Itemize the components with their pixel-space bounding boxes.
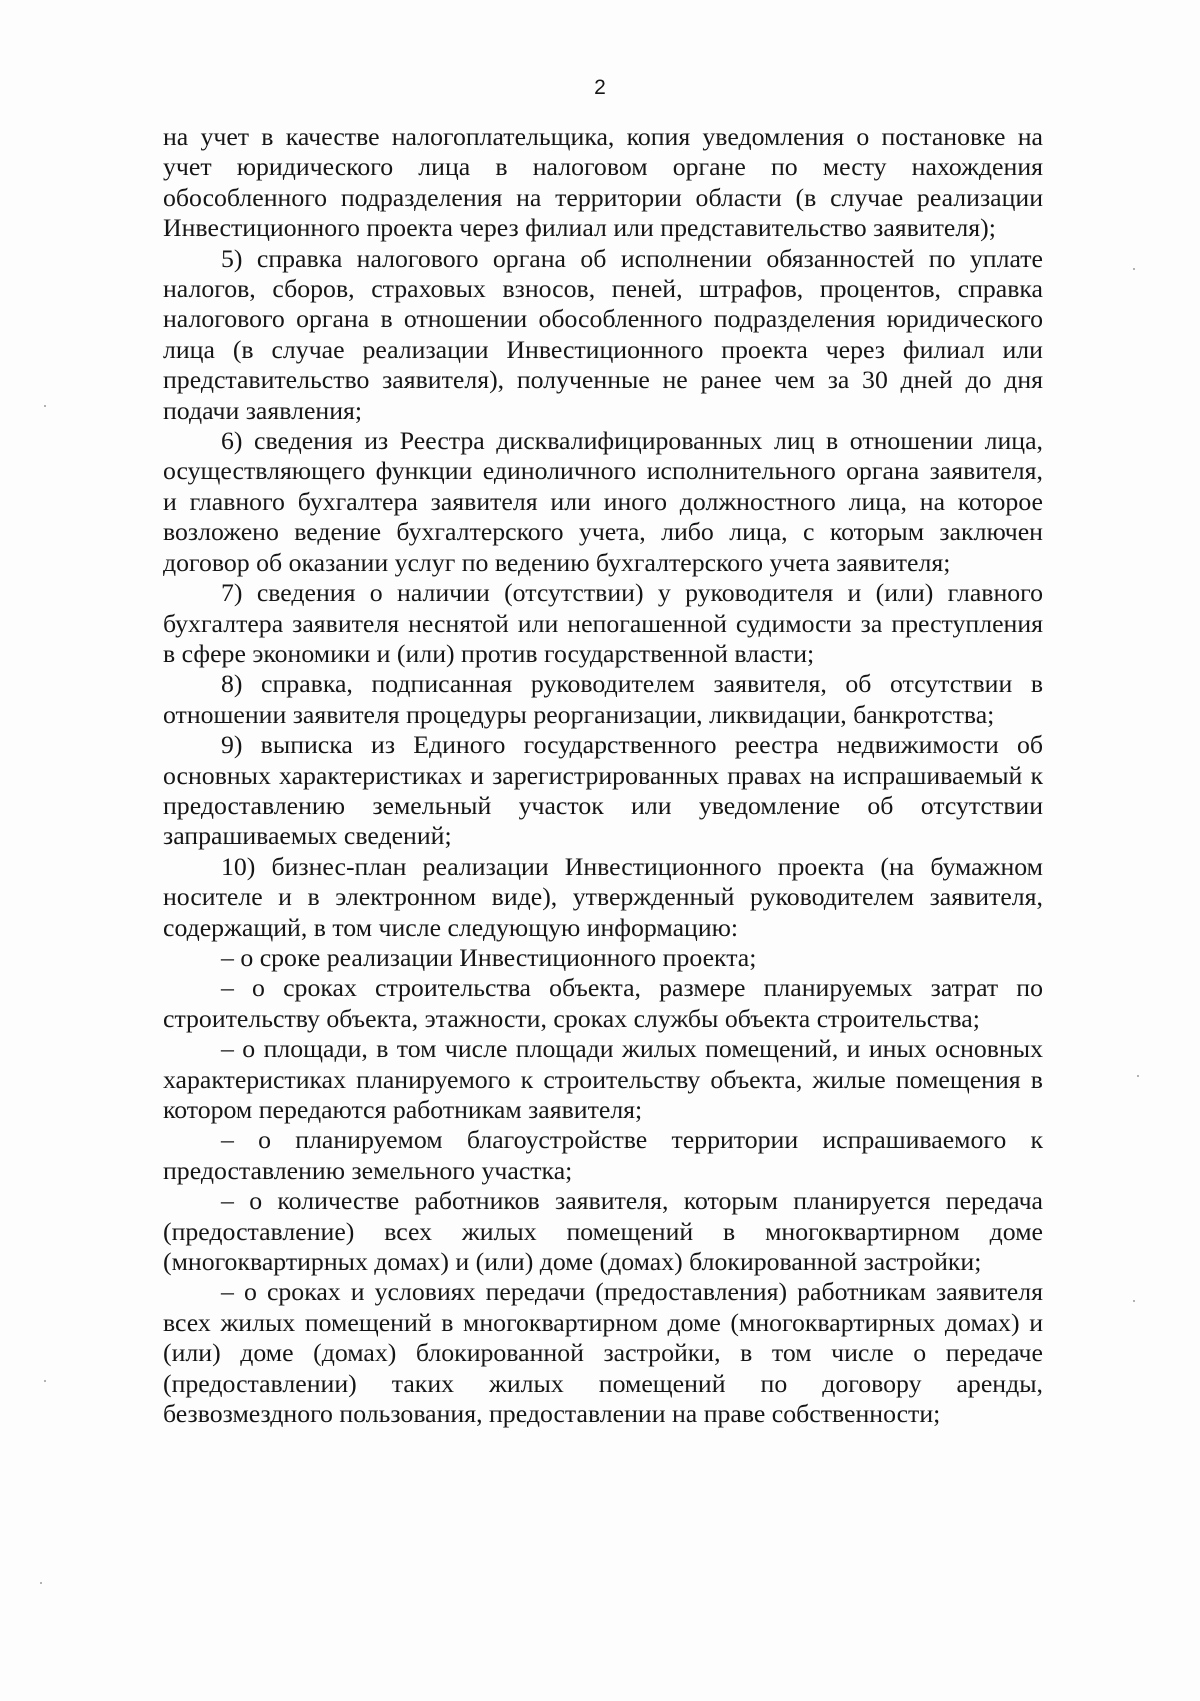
document-body	[163, 122, 1043, 1429]
scan-speck	[1133, 1300, 1135, 1302]
list-item-10: 10) бизнес-план реализации Инвестиционного проекта (на бумажном носителе и в электронном виде), утвержденный руководителем заявителя, содержащий, в том числе следующую информацию:	[163, 851, 1043, 942]
sub-item-transfer-conditions: – о сроках и условиях передачи (предоставления) работникам заявителя всех жилых помещений в многоквартирном доме (многоквартирных домах) и (или) доме (домах) блокированной застройки, в том числе о передаче (предоставлении) таких жилых помещений по договору аренды, безвозмездного пользования, предоставлении на праве собственности;	[163, 1277, 1043, 1429]
paragraph-continuation: на учет в качестве налогоплательщика, копия уведомления о постановке на учет юридического лица в налоговом органе по месту нахождения обособленного подразделения на территории области (в случае реализации Инвестиционного проекта через филиал или представительство заявителя);	[163, 122, 1043, 243]
list-item-5: 5) справка налогового органа об исполнении обязанностей по уплате налогов, сборов, страховых взносов, пеней, штрафов, процентов, справка налогового органа в отношении обособленного подразделения юридического лица (в случае реализации Инвестиционного проекта через филиал или представительство заявителя), полученные не ранее чем за 30 дней до дня подачи заявления;	[163, 243, 1043, 425]
scan-speck	[1137, 1075, 1139, 1077]
page-number: 2	[594, 76, 606, 99]
scan-speck	[40, 1582, 42, 1584]
scan-speck	[44, 405, 46, 407]
scan-speck	[44, 1380, 46, 1382]
list-item-6: 6) сведения из Реестра дисквалифицированных лиц в отношении лица, осуществляющего функции единоличного исполнительного органа заявителя, и главного бухгалтера заявителя или иного должностного лица, на которое возложено ведение бухгалтерского учета, либо лица, с которым заключен договор об оказании услуг по ведению бухгалтерского учета заявителя;	[163, 426, 1043, 577]
sub-item-area: – о площади, в том числе площади жилых помещений, и иных основных характеристиках планируемого к строительству объекта, жилые помещения в котором передаются работникам заявителя;	[163, 1034, 1043, 1124]
list-item-8: 8) справка, подписанная руководителем заявителя, об отсутствии в отношении заявителя процедуры реорганизации, ликвидации, банкротства;	[163, 669, 1043, 729]
sub-item-employee-count: – о количестве работников заявителя, которым планируется передача (предоставление) всех жилых помещений в многоквартирном доме (многоквартирных домах) и (или) доме (домах) блокированной застройки;	[163, 1186, 1043, 1277]
list-item-7: 7) сведения о наличии (отсутствии) у руководителя и (или) главного бухгалтера заявителя неснятой или непогашенной судимости за преступления в сфере экономики и (или) против государственной власти;	[163, 578, 1043, 668]
sub-item-project-term: – о сроке реализации Инвестиционного проекта;	[221, 942, 757, 972]
sub-item-construction-terms: – о сроках строительства объекта, размере планируемых затрат по строительству объекта, этажности, сроках службы объекта строительства;	[163, 973, 1043, 1033]
scan-speck	[1133, 268, 1135, 270]
sub-item-landscaping: – о планируемом благоустройстве территории испрашиваемого к предоставлению земельного участка;	[163, 1125, 1043, 1185]
list-item-9: 9) выписка из Единого государственного реестра недвижимости об основных характеристиках и зарегистрированных правах на испрашиваемый к предоставлению земельный участок или уведомление об отсутствии запрашиваемых сведений;	[163, 730, 1043, 851]
